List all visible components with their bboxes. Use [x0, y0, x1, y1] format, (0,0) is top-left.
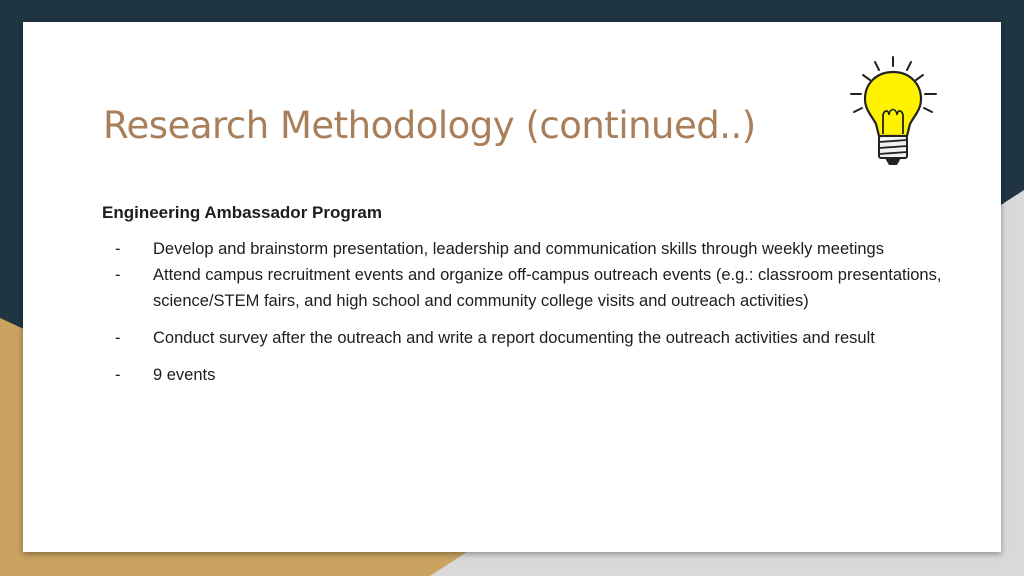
slide-title: Research Methodology (continued..)	[103, 104, 756, 147]
bullet-item	[102, 236, 952, 262]
bullet-marker: -	[115, 329, 121, 347]
bullet-marker: -	[115, 266, 121, 284]
bullet-marker: -	[115, 240, 121, 258]
slide	[23, 22, 1001, 552]
bullet-item	[102, 362, 952, 388]
bullet-text: Attend campus recruitment events and organize off-campus outreach events (e.g.: classroom presentations, science/STEM fairs, and high school and community college visits and outreach activities)	[153, 266, 942, 310]
bullet-list	[102, 236, 952, 388]
bullet-text: Conduct survey after the outreach and write a report documenting the outreach activities and result	[153, 329, 875, 347]
section-subheading: Engineering Ambassador Program	[102, 203, 382, 222]
lightbulb-icon	[845, 52, 941, 168]
bullet-item	[102, 262, 952, 314]
bullet-text: 9 events	[153, 366, 216, 384]
slide-body	[102, 200, 952, 388]
bullet-item	[102, 325, 952, 351]
bullet-marker: -	[115, 366, 121, 384]
bullet-text: Develop and brainstorm presentation, leadership and communication skills through weekly meetings	[153, 240, 884, 258]
